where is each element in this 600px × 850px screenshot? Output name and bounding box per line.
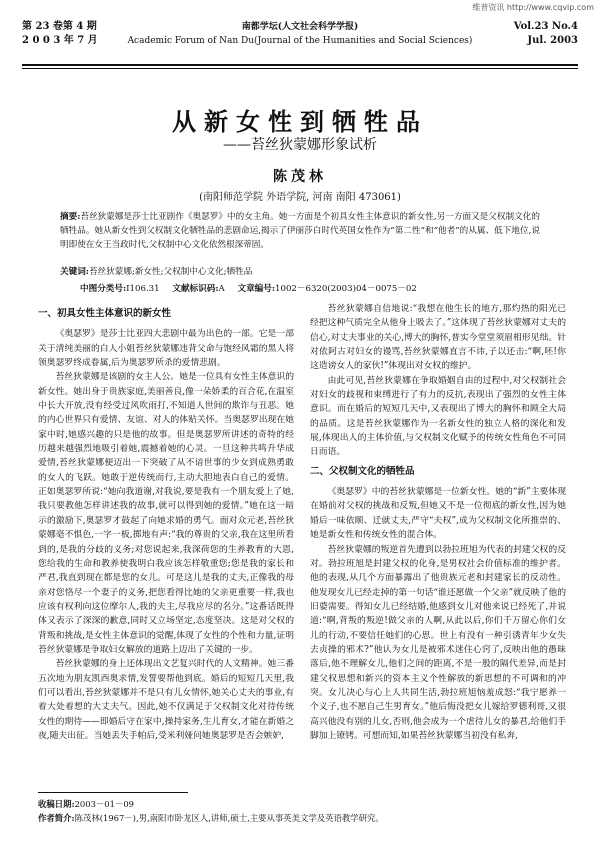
body-column-right	[310, 302, 566, 785]
received-label: 收稿日期:	[38, 799, 75, 809]
abstract-text: 苔丝狄蒙娜是莎士比亚剧作《奥瑟罗》中的女主角。她一方面是个初具女性主体意识的新女性,另一方面又是父权制文化的牺牲品。她从新女性到父权制文化牺牲品的悲剧命运,揭示了伊丽莎白时代英国女性作为“第二性”和“他者”的从属、低下地位,说明即使在女王当政时代,父权制中心文化依然根深蒂固。	[60, 212, 540, 250]
doc-code-label: 文献标识码:	[172, 284, 219, 294]
article-number-value: 1002－6320(2003)04－0075－02	[275, 284, 417, 294]
author-name: 陈茂林	[273, 169, 327, 185]
keywords-label: 关键词:	[60, 267, 89, 277]
paragraph: 苔丝狄蒙娜的身上还体现出文艺复兴时代的人文精神。她三番五次地为朋友凯西奥求情,发誓要帮他到底。婚后的短短几天里,我们可以看出,苔丝狄蒙娜并不是只有儿女情怀,她关心丈夫的事业,有着大处着想的大丈夫气。因此,她不仅满足于父权制文化对待传统女性的期待——即婚后守在家中,操持家务,生儿育女,才能在新婚之夜,随夫出征。当她丢失手帕后,受米利娅问她奥瑟罗是否会嫉妒,	[38, 659, 294, 741]
keywords	[60, 265, 540, 279]
article-title: 从新女性到牺牲品	[172, 107, 428, 136]
journal-header	[22, 20, 578, 66]
article-subtitle: ——苔丝狄蒙娜形象试析	[223, 137, 377, 153]
doc-code-value: A	[218, 284, 225, 294]
footnote-author	[38, 812, 562, 825]
received-date: 2003－01－09	[74, 799, 134, 809]
clc-label: 中图分类号:	[80, 284, 127, 294]
section-heading-1: 一、初具女性主体意识的新女性	[38, 308, 172, 319]
volume-en: Vol.23 No.4	[513, 21, 578, 32]
watermark: 维普资讯 http://www.cqvip.com	[472, 3, 594, 12]
date-en: Jul. 2003	[527, 35, 578, 46]
issue-cn: 第 23 卷第 4 期	[22, 21, 97, 32]
header-left	[22, 20, 98, 48]
author-affiliation: (南阳师范学院 外语学院, 河南 南阳 473061)	[199, 192, 401, 203]
body-column-left	[38, 302, 294, 785]
keywords-text: 苔丝狄蒙娜;新女性;父权制中心文化;牺牲品	[88, 267, 253, 277]
clc-value: I106.31	[126, 284, 160, 294]
paragraph: 苔丝狄蒙娜是该剧的女主人公。她是一位具有女性主体意识的新女性。她出身于贵族家庭,美丽善良,像一朵娇柔的百合花,在温室中长大开放,没有经受过风吹雨打,不知道人世间的欺诈与丑恶。她的内心世界只有爱情、友谊、对人的体贴关怀。当奥瑟罗出现在她家中时,她感兴趣的只是他的故事。但是奥瑟罗所讲述的奇特的经历越来越强烈地吸引着她,震撼着她的心灵。一旦这种共鸣升华成爱情,苔丝狄蒙娜便迈出一下突破了从不谙世事的少女到成熟勇敢的女人的飞跃。她敢于逆传统而行,主动大胆地表白自己的爱情。正如奥瑟罗所说:“她向我道谢,对我说,要是我有一个朋友爱上了她,我只要教他怎样讲述我的故事,就可以得到她的爱情。”她在这一暗示的激励下,奥瑟罗才鼓起了向她求婚的勇气。面对众元老,苔丝狄蒙娜毫不惧色,一字一板,掷地有声:“我的尊贵的父亲,我在这里所看到的,是我的分歧的义务;对您说起来,我深荷您的生养教育的大恩,您给我的生命和教养使我明白我应该怎样敬重您;您是我的家长和严君,我直到现在都是您的女儿。可是这儿是我的丈夫,正像我的母亲对您恪尽一个妻子的义务,把您看得比她的父亲更重要一样,我也应该有权利向这位摩尔人,我的夫主,尽我应尽的名分。”这番话既得体又表示了深深的歉意,同时又立场坚定,态度坚决。这是对父权的背叛和挑战,是女性主体意识的觉醒,体现了女性的个性和力量,证明苔丝狄蒙娜是争取妇女解放的道路上迈出了关键的一步。	[38, 372, 294, 655]
paragraph: 苔丝狄蒙娜的叛逆首先遭到以勃拉班旭为代表的封建父权的反对。勃拉班旭是封建父权的化身,是男权社会价值标准的维护者。他的表现,从几个方面暴露出了他贵族元老和封建家长的反动性。他发现女儿已经走掉的第一句话“谁还愿做一个父亲”就反映了他的旧婆需要。得知女儿已经结婚,他感到女儿对他来说已经死了,并说道:“啊,背叛的叛逆!做父亲的人啊,从此以后,你们千万留心你们女儿的行动,不要信任她们的心思。世上有没有一种引诱青年少女失去贞操的邪术?”他认为女儿是被邪术迷住心窍了,反映出他的愚昧落后,他不理解女儿,他们之间的距离,不是一般的隔代差异,而是封建父权思想和新兴的资本主义个性解放的新思想的不可调和的冲突。女儿决心与心上人共同生活,勃拉班旭恼羞成怒:“我宁愿养一个义子,也不愿自己生男育女。”他后悔没把女儿嫁给罗德利哥,又很高兴他没有别的儿女,否则,他会成为一个虐待儿女的暴君,给他们手脚加上镣铐。可想而知,如果苔丝狄蒙娜当初没有私奔,	[310, 544, 566, 741]
abstract-label: 摘要:	[60, 212, 81, 222]
author-bio-label: 作者简介:	[38, 813, 75, 823]
header-rule-thick	[22, 64, 578, 66]
footnote-received	[38, 798, 562, 811]
paragraph: 《奥瑟罗》中的苔丝狄蒙娜是一位新女性。她的“新”主要体现在婚前对父权的挑战和反叛,但她又不是一位彻底的新女性,因为她婚后一味依顺、迁就丈夫,严守“夫权”,成为父权制文化所推崇的、她是新女性和传统女性的混合体。	[310, 487, 566, 541]
article-number-label: 文章编号:	[237, 284, 276, 294]
footnote-rule	[38, 792, 188, 793]
date-cn: 2 0 0 3 年 7 月	[22, 35, 98, 46]
section-heading-2: 二、父权制文化的牺牲品	[310, 465, 415, 477]
abstract	[60, 210, 540, 252]
header-rule-thin	[22, 68, 578, 69]
paragraph: 苔丝狄蒙娜自信地说:“我想在他生长的地方,那灼热的阳光已经把这种气质完全从他身上吸去了。”这体现了苔丝狄蒙娜对丈夫的信心,对丈夫事业的关心,博大的胸怀,普实今堂堂须眉相形见绌。针对依阿古对妇女的谩骂,苔丝狄蒙娜直言不讳,子以还击:“啊,呸!你这造谤女人的家伙!”体现出对女权的维护。	[310, 304, 566, 372]
header-right	[514, 20, 578, 48]
paragraph: 《奥瑟罗》是莎士比亚四大悲剧中最为出色的一部。它是一部关于清纯美丽的白人小姐苔丝狄蒙娜违背父命与饱经风霜的黑人将领奥瑟罗终成眷属,后为奥瑟罗所杀的爱情悲剧。	[38, 329, 294, 369]
journal-name-cn: 南都学坛(人文社会科学学报)	[241, 22, 359, 32]
author-bio-text: 陈茂林(1967－),男,南阳市卧龙区人,讲师,硕士,主要从事英美文学及英语教学研究。	[74, 813, 384, 823]
classification-line	[80, 282, 540, 296]
paragraph: 由此可见,苔丝狄蒙娜在争取婚姻自由的过程中,对父权制社会对妇女的歧视和束缚进行了有力的反抗,表现出了强烈的女性主体意识。而在婚后的短短几天中,又表现出了博大的胸怀和顾全大局的品质。这是苔丝狄蒙娜作为一名新女性的独立人格的深化和发展,体现出人的主体价值,与父权制文化赋予的传统女性角色不可同日而语。	[310, 375, 566, 458]
journal-name-en: Academic Forum of Nan Du(Journal of the Humanities and Social Sciences)	[127, 36, 473, 46]
header-center	[117, 20, 483, 48]
